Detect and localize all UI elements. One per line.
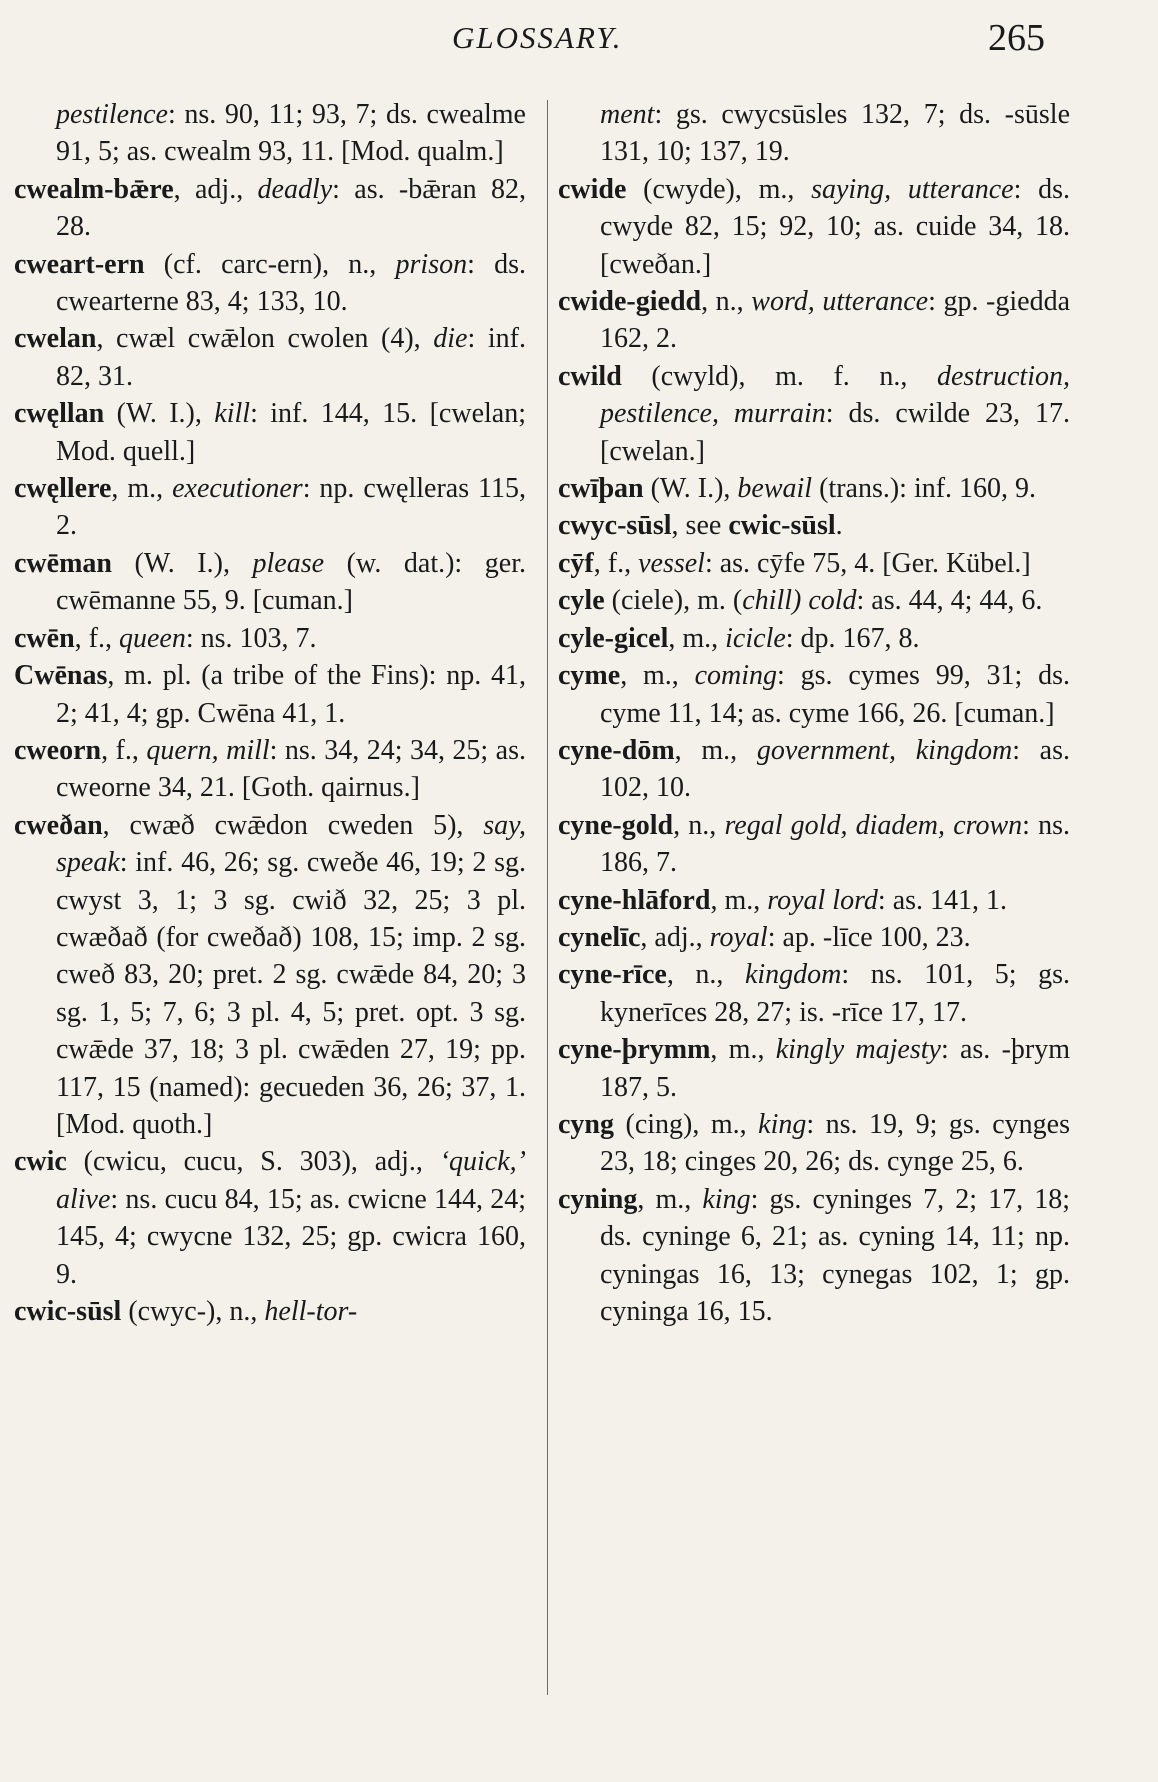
grammar-info: (W. I.), <box>111 547 253 579</box>
citations: : as. 102, 10. <box>600 734 1071 804</box>
definition: icicle <box>725 622 786 654</box>
glossary-entry <box>558 470 1070 507</box>
definition: queen <box>118 622 186 654</box>
citations: : as. cȳfe 75, 4. [Ger. Kübel.] <box>704 547 1031 579</box>
headword: cweart-ern <box>14 248 145 280</box>
citations: : ds. cwilde 23, 17. [cwelan.] <box>600 398 1070 467</box>
glossary-entry <box>14 171 526 246</box>
citations: : gs. cymes 99, 31; ds. cyme 11, 14; as. cyme 166, 26. [cuman.] <box>600 660 1071 729</box>
grammar-info: , cwæð cwǣdon cweden 5), <box>102 809 484 841</box>
grammar-info: (W. I.), <box>104 398 215 430</box>
grammar-info: (cf. carc-ern), n., <box>144 248 396 280</box>
definition: executioner <box>172 473 303 505</box>
definition: prison <box>395 248 468 280</box>
headword: cwyc-sūsl <box>558 510 672 542</box>
grammar-info: , adj., <box>640 921 710 953</box>
definition: government, kingdom <box>756 734 1013 766</box>
glossary-entry <box>14 545 526 620</box>
headword: cyning <box>558 1183 638 1215</box>
headword: cwic-sūsl <box>14 1296 122 1327</box>
glossary-entry <box>558 657 1070 732</box>
citations: : gs. cyninges 7, 2; 17, 18; ds. cyninge 6, 21; as. cyning 14, 11; np. cyningas 16, 13; cynegas 102, 1; gp. cyninga 16, 15. <box>600 1183 1070 1327</box>
headword: cyne-hlāford <box>558 884 711 916</box>
citations: : inf. 82, 31. <box>56 323 526 392</box>
left-column <box>14 96 526 1330</box>
page-header <box>0 14 1158 64</box>
headword: cweðan <box>14 809 103 841</box>
citations: : as. -þrym 187, 5. <box>600 1034 1070 1103</box>
headword: cwelan <box>14 323 97 355</box>
headword: cwealm-bǣre <box>14 173 174 205</box>
glossary-entry <box>558 1181 1070 1331</box>
grammar-info: , n., <box>701 286 752 318</box>
definition: quern, mill <box>146 734 270 766</box>
definition: deadly <box>257 173 333 205</box>
glossary-entry <box>558 1031 1070 1106</box>
glossary-entry <box>14 246 526 321</box>
glossary-entry <box>14 657 526 732</box>
entry-tail: . <box>835 510 843 542</box>
glossary-entry <box>14 395 526 470</box>
glossary-entry <box>14 732 526 807</box>
grammar-info: , m., <box>674 734 757 766</box>
glossary-entry <box>558 283 1070 358</box>
glossary-entry <box>14 620 526 657</box>
column-divider <box>547 100 548 1695</box>
grammar-info: (cwyde), m., <box>626 173 812 205</box>
headword: cyle <box>558 585 605 617</box>
definition: bewail <box>737 473 813 505</box>
citations: : dp. 167, 8. <box>785 622 920 654</box>
definition: saying, utterance <box>811 173 1014 205</box>
glossary-entry <box>558 882 1070 919</box>
citations: : ds. cwearterne 83, 4; 133, 10. <box>56 248 526 318</box>
glossary-entry <box>14 1293 526 1330</box>
headword: cȳf <box>558 547 594 579</box>
definition: say, speak <box>56 809 526 879</box>
definition: pestilence <box>56 99 168 130</box>
headword: cyne-dōm <box>558 734 675 766</box>
definition: hell-tor- <box>264 1296 358 1327</box>
citations: : gs. cwycsūsles 132, 7; ds. -sūsle 131, 10; 137, 19. <box>600 99 1070 168</box>
grammar-info: (W. I.), <box>643 473 738 505</box>
headword: cwęllere <box>14 473 112 505</box>
definition: kingly majesty <box>775 1034 941 1066</box>
glossary-entry <box>558 732 1070 807</box>
glossary-entry <box>558 358 1070 470</box>
headword: cyme <box>558 660 621 692</box>
headword: cyne-rīce <box>558 959 667 991</box>
headword: cweorn <box>14 734 102 766</box>
headword: cwēman <box>14 547 112 579</box>
glossary-entry <box>558 620 1070 657</box>
grammar-info: , see <box>671 510 729 542</box>
citations: : inf. 144, 15. [cwelan; Mod. quell.] <box>56 398 526 467</box>
citations: : inf. 46, 26; sg. cweðe 46, 19; 2 sg. cwyst 3, 1; 3 sg. cwið 32, 25; 3 pl. cwæðað (for cweðað) 108, 15; imp. 2 sg. cweð 83, 20; pret. 2 sg. cwǣde 84, 20; 3 sg. 1, 5; 7, 6; 3 pl. 4, 5; pret. opt. 3 sg. cwǣde 37, 18; 3 pl. cwǣden 27, 19; pp. 117, 15 (named): gecueden 36, 26; 37, 1. [Mod. quoth.] <box>56 847 526 1140</box>
definition: royal lord <box>767 884 878 916</box>
citations: : ds. cwyde 82, 15; 92, 10; as. cuide 34, 18. [cweðan.] <box>600 173 1070 280</box>
glossary-entry <box>14 807 526 1144</box>
cross-reference-headword: cwic-sūsl <box>728 510 836 542</box>
definition: please <box>252 547 325 579</box>
grammar-info: (cing), m., <box>614 1108 759 1140</box>
citations: : ns. cucu 84, 15; as. cwicne 144, 24; 145, 4; cwycne 132, 25; gp. cwicra 160, 9. <box>56 1183 526 1290</box>
glossary-entry <box>14 470 526 545</box>
headword: cwic <box>14 1146 67 1178</box>
grammar-info: , m., <box>637 1183 703 1215</box>
glossary-entry <box>14 96 526 171</box>
grammar-info: , f., <box>101 734 147 766</box>
glossary-entry <box>558 919 1070 956</box>
headword: cyng <box>558 1108 614 1140</box>
grammar-info: , m. pl. (a tribe of the Fins): np. 41, 2; 41, 4; gp. Cwēna 41, 1. <box>56 660 526 729</box>
definition: die <box>433 323 468 355</box>
definition: kingdom <box>744 959 842 991</box>
page-number: 265 <box>988 17 1045 59</box>
glossary-entry <box>14 1143 526 1293</box>
citations: : ns. 19, 9; gs. cynges 23, 18; cinges 20, 26; ds. cynge 25, 6. <box>600 1108 1070 1178</box>
glossary-entry <box>558 956 1070 1031</box>
glossary-entry <box>14 320 526 395</box>
citations: : np. cwęlleras 115, 2. <box>56 473 527 542</box>
definition: kill <box>214 398 251 430</box>
glossary-entry <box>558 1106 1070 1181</box>
headword: cyne-gold <box>558 809 674 841</box>
running-title: GLOSSARY. <box>452 20 623 55</box>
right-column <box>558 96 1070 1330</box>
citations: : as. -bǣran 82, 28. <box>56 173 526 243</box>
citations: : gp. -giedda 162, 2. <box>600 286 1070 355</box>
glossary-entry <box>558 807 1070 882</box>
headword: cwēn <box>14 622 75 654</box>
definition: chill) cold <box>742 585 857 617</box>
glossary-entry <box>558 171 1070 283</box>
citations: : ns. 103, 7. <box>185 622 317 654</box>
grammar-info: (cwicu, cucu, S. 303), adj., <box>66 1146 440 1178</box>
headword: Cwēnas <box>14 660 108 692</box>
glossary-entry <box>558 96 1070 171</box>
grammar-info: , cwæl cwǣlon cwolen (4), <box>96 323 434 355</box>
headword: cyne-þrymm <box>558 1034 711 1066</box>
citations: (trans.): inf. 160, 9. <box>812 473 1037 505</box>
grammar-info: , n., <box>666 959 745 991</box>
grammar-info: (cwyld), m. f. n., <box>621 360 937 392</box>
glossary-entry <box>558 582 1070 619</box>
headword: cwide <box>558 173 627 205</box>
definition: king <box>758 1108 807 1140</box>
grammar-info: , m., <box>710 1034 776 1066</box>
headword: cynelīc <box>558 921 641 953</box>
grammar-info: (ciele), m. ( <box>604 585 743 617</box>
grammar-info: , m., <box>668 622 726 654</box>
citations: : as. 141, 1. <box>877 884 1008 916</box>
definition: ‘quick,’ alive <box>56 1146 526 1215</box>
glossary-entry <box>558 507 1070 544</box>
grammar-info: , m., <box>710 884 768 916</box>
definition: ment <box>600 99 655 130</box>
headword: cyle-gicel <box>558 622 669 654</box>
citations: (w. dat.): ger. cwēmanne 55, 9. [cuman.] <box>56 547 526 617</box>
definition: destruction, pestilence, murrain <box>600 360 1070 430</box>
definition: king <box>702 1183 751 1215</box>
headword: cwīþan <box>558 473 644 505</box>
grammar-info: , m., <box>111 473 173 505</box>
grammar-info: (cwyc-), n., <box>121 1296 265 1327</box>
definition: royal <box>709 921 768 953</box>
glossary-entry <box>558 545 1070 582</box>
citations: : ns. 90, 11; 93, 7; ds. cwealme 91, 5; as. cwealm 93, 11. [Mod. qualm.] <box>56 99 526 168</box>
citations: : ap. -līce 100, 23. <box>767 921 971 953</box>
citations: : ns. 101, 5; gs. kynerīces 28, 27; is. -rīce 17, 17. <box>600 959 1070 1028</box>
headword: cwęllan <box>14 398 105 430</box>
definition: word, utterance <box>751 286 929 318</box>
citations: : ns. 186, 7. <box>600 809 1070 879</box>
headword: cwild <box>558 360 622 392</box>
grammar-info: , m., <box>620 660 695 692</box>
citations: : as. 44, 4; 44, 6. <box>856 585 1043 617</box>
citations: : ns. 34, 24; 34, 25; as. cweorne 34, 21. [Goth. qairnus.] <box>56 734 526 804</box>
definition: vessel <box>638 547 705 579</box>
definition: regal gold, diadem, crown <box>724 809 1023 841</box>
headword: cwide-giedd <box>558 286 702 318</box>
grammar-info: , adj., <box>173 173 258 205</box>
definition: coming <box>694 660 778 692</box>
grammar-info: , n., <box>673 809 725 841</box>
grammar-info: , f., <box>593 547 639 579</box>
grammar-info: , f., <box>74 622 119 654</box>
